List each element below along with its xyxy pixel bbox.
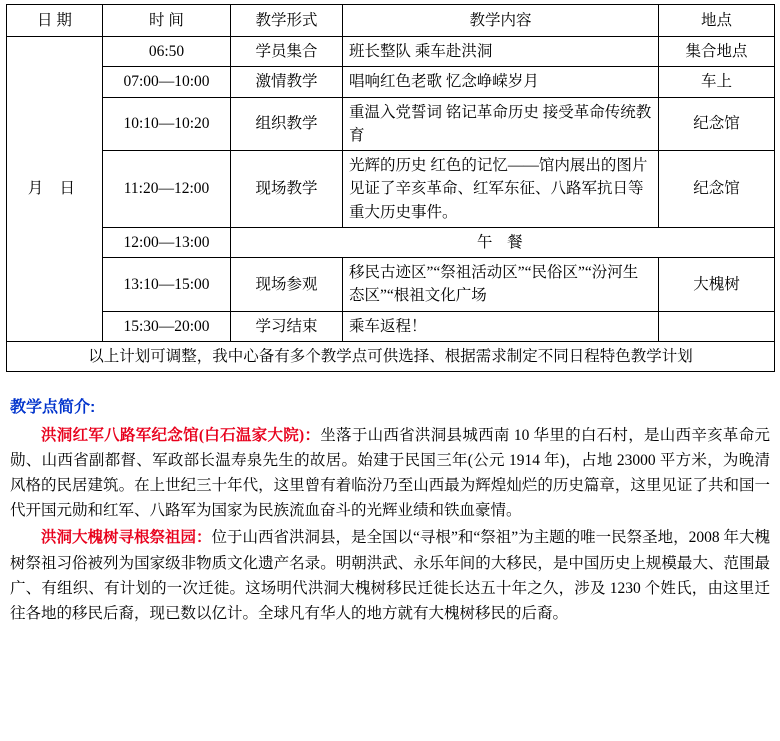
intro-lead-2: 洪洞大槐树寻根祭祖园：	[41, 529, 212, 547]
intro-body-2: 位于山西省洪洞县，是全国以“寻根”和“祭祖”为主题的唯一民祭圣地，2008 年大槐树祭祖习俗被列为国家级非物质文化遗产名录。明朝洪武、永乐年间的大移民，是中国历史上规模最大、范围最广、有组织、有计划的一次迁徙。这场明代洪洞大槐树移民迁徙长达五十年之久，涉及 1230 个姓氏，由这里迁往各地的移民后裔，现已数以亿计。全球凡有华人的地方就有大槐树移民的后裔。	[10, 529, 770, 622]
intro-paragraph-1	[10, 423, 770, 523]
row-time: 06:50	[103, 37, 231, 67]
table-note-row	[7, 341, 775, 371]
row-place: 纪念馆	[659, 97, 775, 151]
header-time: 时 间	[103, 5, 231, 37]
row-form: 组织教学	[231, 97, 343, 151]
row-form: 学习结束	[231, 311, 343, 341]
intro-body-1: 坐落于山西省洪洞县城西南 10 华里的白石村，是山西辛亥革命元勋、山西省副都督、军政部长温寿泉先生的故居。始建于民国三年(公元 1914 年)，占地 23000 平方米，为晚清风格的民居建筑。在上世纪三十年代，这里曾有着临汾乃至山西最为辉煌灿烂的历史篇章，这里见证了共和国一代开国元勋和红军、八路军为国家为民族流血奋斗的光辉业绩和铁血豪情。	[10, 427, 770, 520]
schedule-table	[6, 4, 775, 372]
row-time: 10:10—10:20	[103, 97, 231, 151]
row-content: 移民古迹区”“祭祖活动区”“民俗区”“汾河生态区”“根祖文化广场	[343, 258, 659, 312]
row-place	[659, 311, 775, 341]
table-row	[7, 311, 775, 341]
header-content: 教学内容	[343, 5, 659, 37]
row-content: 乘车返程！	[343, 311, 659, 341]
intro-title: 教学点简介:	[10, 399, 96, 416]
row-form: 学员集合	[231, 37, 343, 67]
intro-lead-1: 洪洞红军八路军纪念馆(白石温家大院)：	[41, 427, 321, 444]
row-place: 大槐树	[659, 258, 775, 312]
table-row	[7, 97, 775, 151]
table-row	[7, 258, 775, 312]
intro-paragraph-2	[10, 525, 770, 625]
table-row	[7, 151, 775, 228]
row-content: 班长整队 乘车赴洪洞	[343, 37, 659, 67]
row-content: 唱响红色老歌 忆念峥嵘岁月	[343, 67, 659, 97]
row-place: 纪念馆	[659, 151, 775, 228]
table-row	[7, 37, 775, 67]
header-date: 日 期	[7, 5, 103, 37]
row-time: 07:00—10:00	[103, 67, 231, 97]
row-form: 激情教学	[231, 67, 343, 97]
row-time: 15:30—20:00	[103, 311, 231, 341]
row-content: 午 餐	[231, 227, 775, 257]
header-form: 教学形式	[231, 5, 343, 37]
row-form: 现场参观	[231, 258, 343, 312]
row-time: 11:20—12:00	[103, 151, 231, 228]
row-content: 重温入党誓词 铭记革命历史 接受革命传统教育	[343, 97, 659, 151]
header-place: 地点	[659, 5, 775, 37]
row-form: 现场教学	[231, 151, 343, 228]
row-content: 光辉的历史 红色的记忆——馆内展出的图片见证了辛亥革命、红军东征、八路军抗日等重大历史事件。	[343, 151, 659, 228]
row-place: 集合地点	[659, 37, 775, 67]
date-cell: 月 日	[7, 37, 103, 342]
table-note: 以上计划可调整，我中心备有多个教学点可供选择、根据需求制定不同日程特色教学计划	[7, 341, 775, 371]
row-time: 13:10—15:00	[103, 258, 231, 312]
table-row	[7, 67, 775, 97]
table-header-row	[7, 5, 775, 37]
row-place: 车上	[659, 67, 775, 97]
table-row-lunch	[7, 227, 775, 257]
row-time: 12:00—13:00	[103, 227, 231, 257]
